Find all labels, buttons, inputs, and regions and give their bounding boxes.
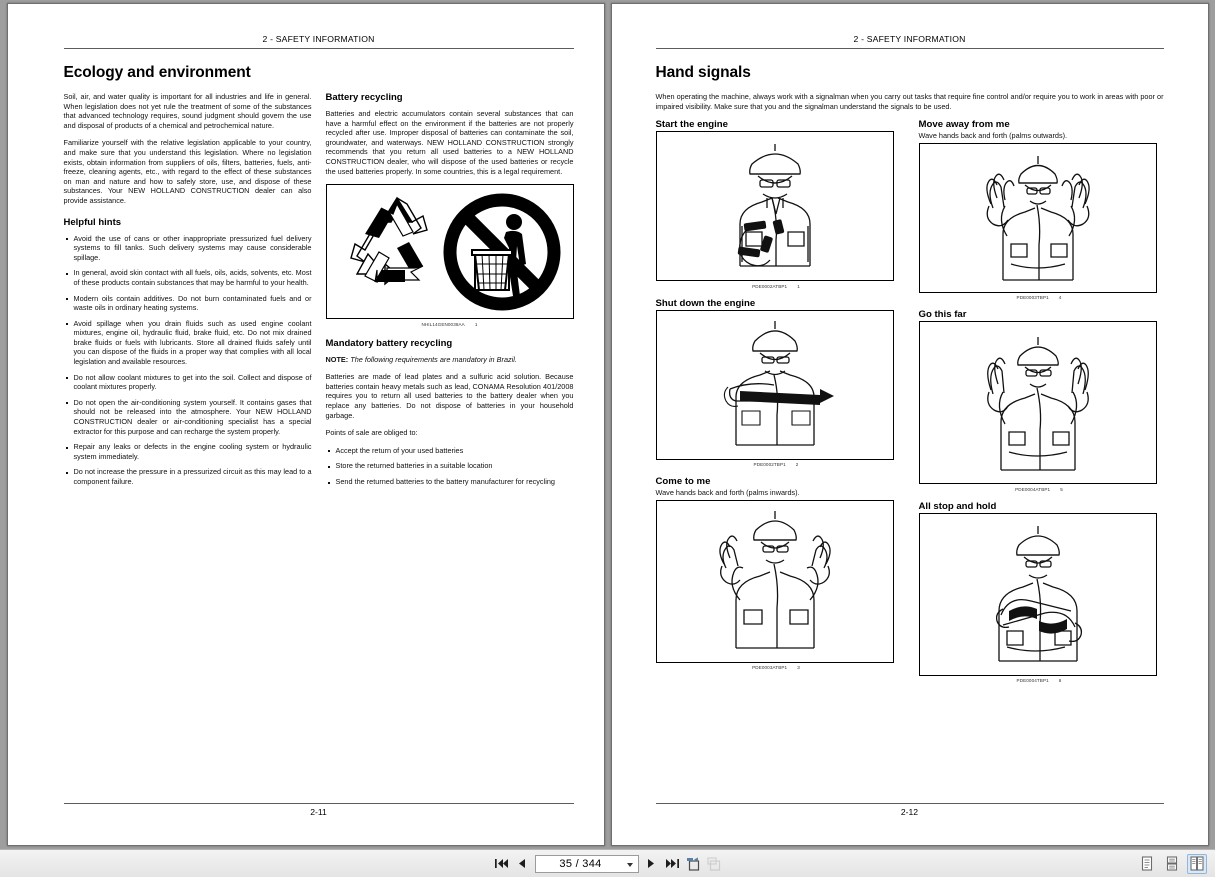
signal-column-right [919,119,1160,692]
note-brazil-requirements [326,355,574,365]
next-page-button[interactable] [643,854,660,873]
list-item: In general, avoid skin contact with all fuels, oils, acids, solvents, etc. Most of these products contain substances that may be harmful to your health. [64,268,312,287]
signal-shut-down-the-engine [656,298,897,468]
signal-title: Move away from me [918,119,1010,131]
page-footer-right [656,803,1164,817]
list-item: Avoid the use of cans or other inappropriate pressurized fuel delivery systems to fill tanks. Such delivery systems may cause considerable spillage. [64,234,312,263]
pdf-page-left[interactable] [7,3,605,846]
signal-caption-code: PDE0004TBP1 [1016,678,1049,684]
previous-page-button[interactable] [514,854,531,873]
worker-hands-apart-signal-icon [963,328,1113,478]
figure-caption-recycling [326,322,574,327]
helpful-hints-list [64,234,312,487]
list-item: Avoid spillage when you drain fluids such as used engine coolant mixtures, engine oil, hydraulic fluid, brake fluid, etc. Do not mix drained brake fluids or fuels with lubricants. Store all drained fluids safely until you can dispose of the fluids in a proper way that complies with all local legislation and available resources. [64,319,312,367]
signal-image [656,500,894,663]
signal-description: Wave hands back and forth (palms inwards). [655,488,800,498]
signal-title: Go this far [918,309,967,321]
signal-caption-number: 5 [1060,486,1063,492]
worker-waving-palms-inwards-signal-icon [700,506,850,656]
signal-caption-number: 1 [797,283,800,289]
list-item: Modern oils contain additives. Do not burn contaminated fuels and or waste oils in ordinary heating systems. [64,294,312,313]
continuous-view-button[interactable] [1162,854,1182,874]
column-one [64,92,312,493]
running-head-left: 2 - SAFETY INFORMATION [262,34,375,44]
fit-width-button[interactable] [685,854,702,873]
hand-signal-grid [656,119,1164,692]
page-content-left [64,34,574,815]
page-content-right [656,34,1164,815]
signal-title: All stop and hold [918,500,997,512]
view-mode-group [1137,854,1207,874]
signal-caption [656,665,897,670]
fit-width-icon [686,857,701,871]
last-page-icon [666,858,679,869]
header-rule-left [64,48,574,49]
signal-image [919,143,1157,293]
signal-go-this-far [919,309,1160,492]
page-title-right: Hand signals [655,64,751,81]
signal-title: Shut down the engine [655,297,756,309]
first-page-button[interactable] [493,854,510,873]
pdf-page-right[interactable] [611,3,1209,846]
first-page-icon [495,858,508,869]
signal-caption-code: PDE0002ATBP1 [752,283,788,289]
signal-caption [656,284,897,289]
list-item: Accept the return of your used batteries [326,446,574,456]
footer-rule-left [64,803,574,804]
worker-cranking-hand-signal-icon [700,136,850,276]
worker-arms-crossed-chest-signal-icon [963,519,1113,669]
paragraph-soil-air-water: Soil, air, and water quality is important for all industries and life in general. When legislation does not yet rule the treatment of some of the substances that advanced technology requires, sound judgment should govern the use and disposal of products of a chemical and petrochemical nature. [63,92,312,130]
signal-caption-number: 6 [1058,678,1062,684]
footer-rule-right [656,803,1164,804]
signal-caption [919,678,1160,683]
note-label: NOTE: [325,354,349,364]
worker-waving-palms-outwards-signal-icon [963,148,1113,288]
next-page-icon [647,858,655,869]
folio-right: 2-12 [900,807,919,817]
signal-caption [919,295,1160,300]
bottom-toolbar [0,849,1215,877]
single-page-view-button[interactable] [1137,854,1157,874]
column-two [326,92,574,493]
signal-move-away-from-me [919,119,1160,300]
note-text: The following requirements are mandatory in Brazil. [348,354,517,364]
page-navigation-group [493,853,723,875]
chevron-down-icon[interactable] [627,863,633,867]
signal-description: Wave hands back and forth (palms outwards). [918,131,1068,141]
points-of-sale-list [326,446,574,487]
heading-battery-recycling: Battery recycling [325,92,403,103]
paragraph-points-of-sale: Points of sale are obliged to: [325,428,418,438]
signal-caption [656,462,897,467]
single-page-view-icon [1140,856,1154,871]
signal-image [656,131,894,281]
signal-caption-code: PDE0004ATBP1 [1015,486,1051,492]
heading-mandatory-battery-recycling: Mandatory battery recycling [325,337,453,349]
folio-left: 2-11 [310,807,327,817]
figure-recycling-symbols [326,184,574,319]
running-head-right: 2 - SAFETY INFORMATION [853,34,966,44]
page-footer-left [64,803,574,817]
two-column-layout [64,92,574,493]
figure-caption-code: NHIL14GEN0038AA [421,321,465,327]
fit-page-button[interactable] [706,854,723,873]
list-item: Send the returned batteries to the battery manufacturer for recycling [326,477,574,487]
list-item: Do not allow coolant mixtures to get into the soil. Collect and dispose of coolant mixtures properly. [64,373,312,392]
paragraph-hand-signals-intro: When operating the machine, always work with a signalman when you carry out tasks that require fine control and/or require you to work in areas with poor or impaired visibility. Make sure that you and the signalman understand the signals to be used. [655,92,1164,111]
signal-title: Start the engine [655,119,728,131]
signal-column-left [656,119,897,692]
page-number-input[interactable] [535,855,639,873]
signal-caption-number: 2 [795,462,799,468]
heading-helpful-hints: Helpful hints [63,216,122,228]
fit-page-icon [707,857,722,871]
header-rule-right [656,48,1164,49]
paragraph-familiarize-legislation: Familiarize yourself with the relative legislation applicable to your country, and make sure that you understand this legislation. Where no legislation exists, obtain information from suppliers of oils, filters, batteries, fuels, anti-freeze, cleaning agents, etc., with regard to the effect of these substances on man and nature and how to safely store, use, and dispose of these substances. Your NEW HOLLAND CONSTRUCTION dealer can also provide assistance. [63,138,312,205]
signal-image [919,321,1157,484]
worker-arm-across-throat-signal-icon [700,315,850,455]
list-item: Do not open the air-conditioning system yourself. It contains gases that should not be released into the atmosphere. Your NEW HOLLAND CONSTRUCTION dealer or air-conditioning specialist has a special extractor for this purpose and can recharge the system properly. [64,398,312,436]
signal-caption-code: PDE0003TBP1 [1016,295,1049,301]
last-page-button[interactable] [664,854,681,873]
signal-caption-number: 3 [797,665,800,671]
list-item: Do not increase the pressure in a pressurized circuit as this may lead to a component failure. [64,467,312,486]
paragraph-lead-plates-conama: Batteries are made of lead plates and a sulfuric acid solution. Because batteries contain heavy metals such as lead, CONAMA Resolution 401/2008 requires you to return all used batteries to the battery dealer when you replace any batteries. Do not dispose of batteries in your household garbage. [325,372,574,420]
page-title-left: Ecology and environment [63,64,251,81]
signal-caption [919,487,1160,492]
signal-come-to-me [656,476,897,670]
signal-caption-number: 4 [1058,295,1062,301]
signal-start-the-engine [656,119,897,289]
facing-pages-view-button[interactable] [1187,854,1207,874]
facing-pages-view-icon [1190,856,1204,871]
signal-caption-code: PDE0002TBP1 [753,462,786,468]
recycling-and-no-littering-icon [335,192,565,312]
signal-caption-code: PDE0003ATBP1 [752,665,788,671]
list-item: Repair any leaks or defects in the engine cooling system or hydraulic system immediately. [64,442,312,461]
signal-all-stop-and-hold [919,501,1160,684]
page-number-value: 35 / 344 [559,857,602,870]
list-item: Store the returned batteries in a suitable location [326,461,574,471]
signal-image [656,310,894,460]
signal-image [919,513,1157,676]
figure-caption-number: 1 [474,321,478,327]
prev-page-icon [518,858,526,869]
paragraph-batteries-accumulators: Batteries and electric accumulators contain several substances that can have a harmful effect on the environment if the batteries are not properly recycled after use. Improper disposal of batteries can contaminate the soil, groundwater, and waterways. NEW HOLLAND CONSTRUCTION strongly recommends that you return all used batteries to a NEW HOLLAND CONSTRUCTION dealer, who will dispose of the used batteries or recycle the used batteries properly. In some countries, this is a legal requirement. [325,109,574,176]
continuous-view-icon [1165,856,1179,871]
signal-title: Come to me [655,476,711,488]
